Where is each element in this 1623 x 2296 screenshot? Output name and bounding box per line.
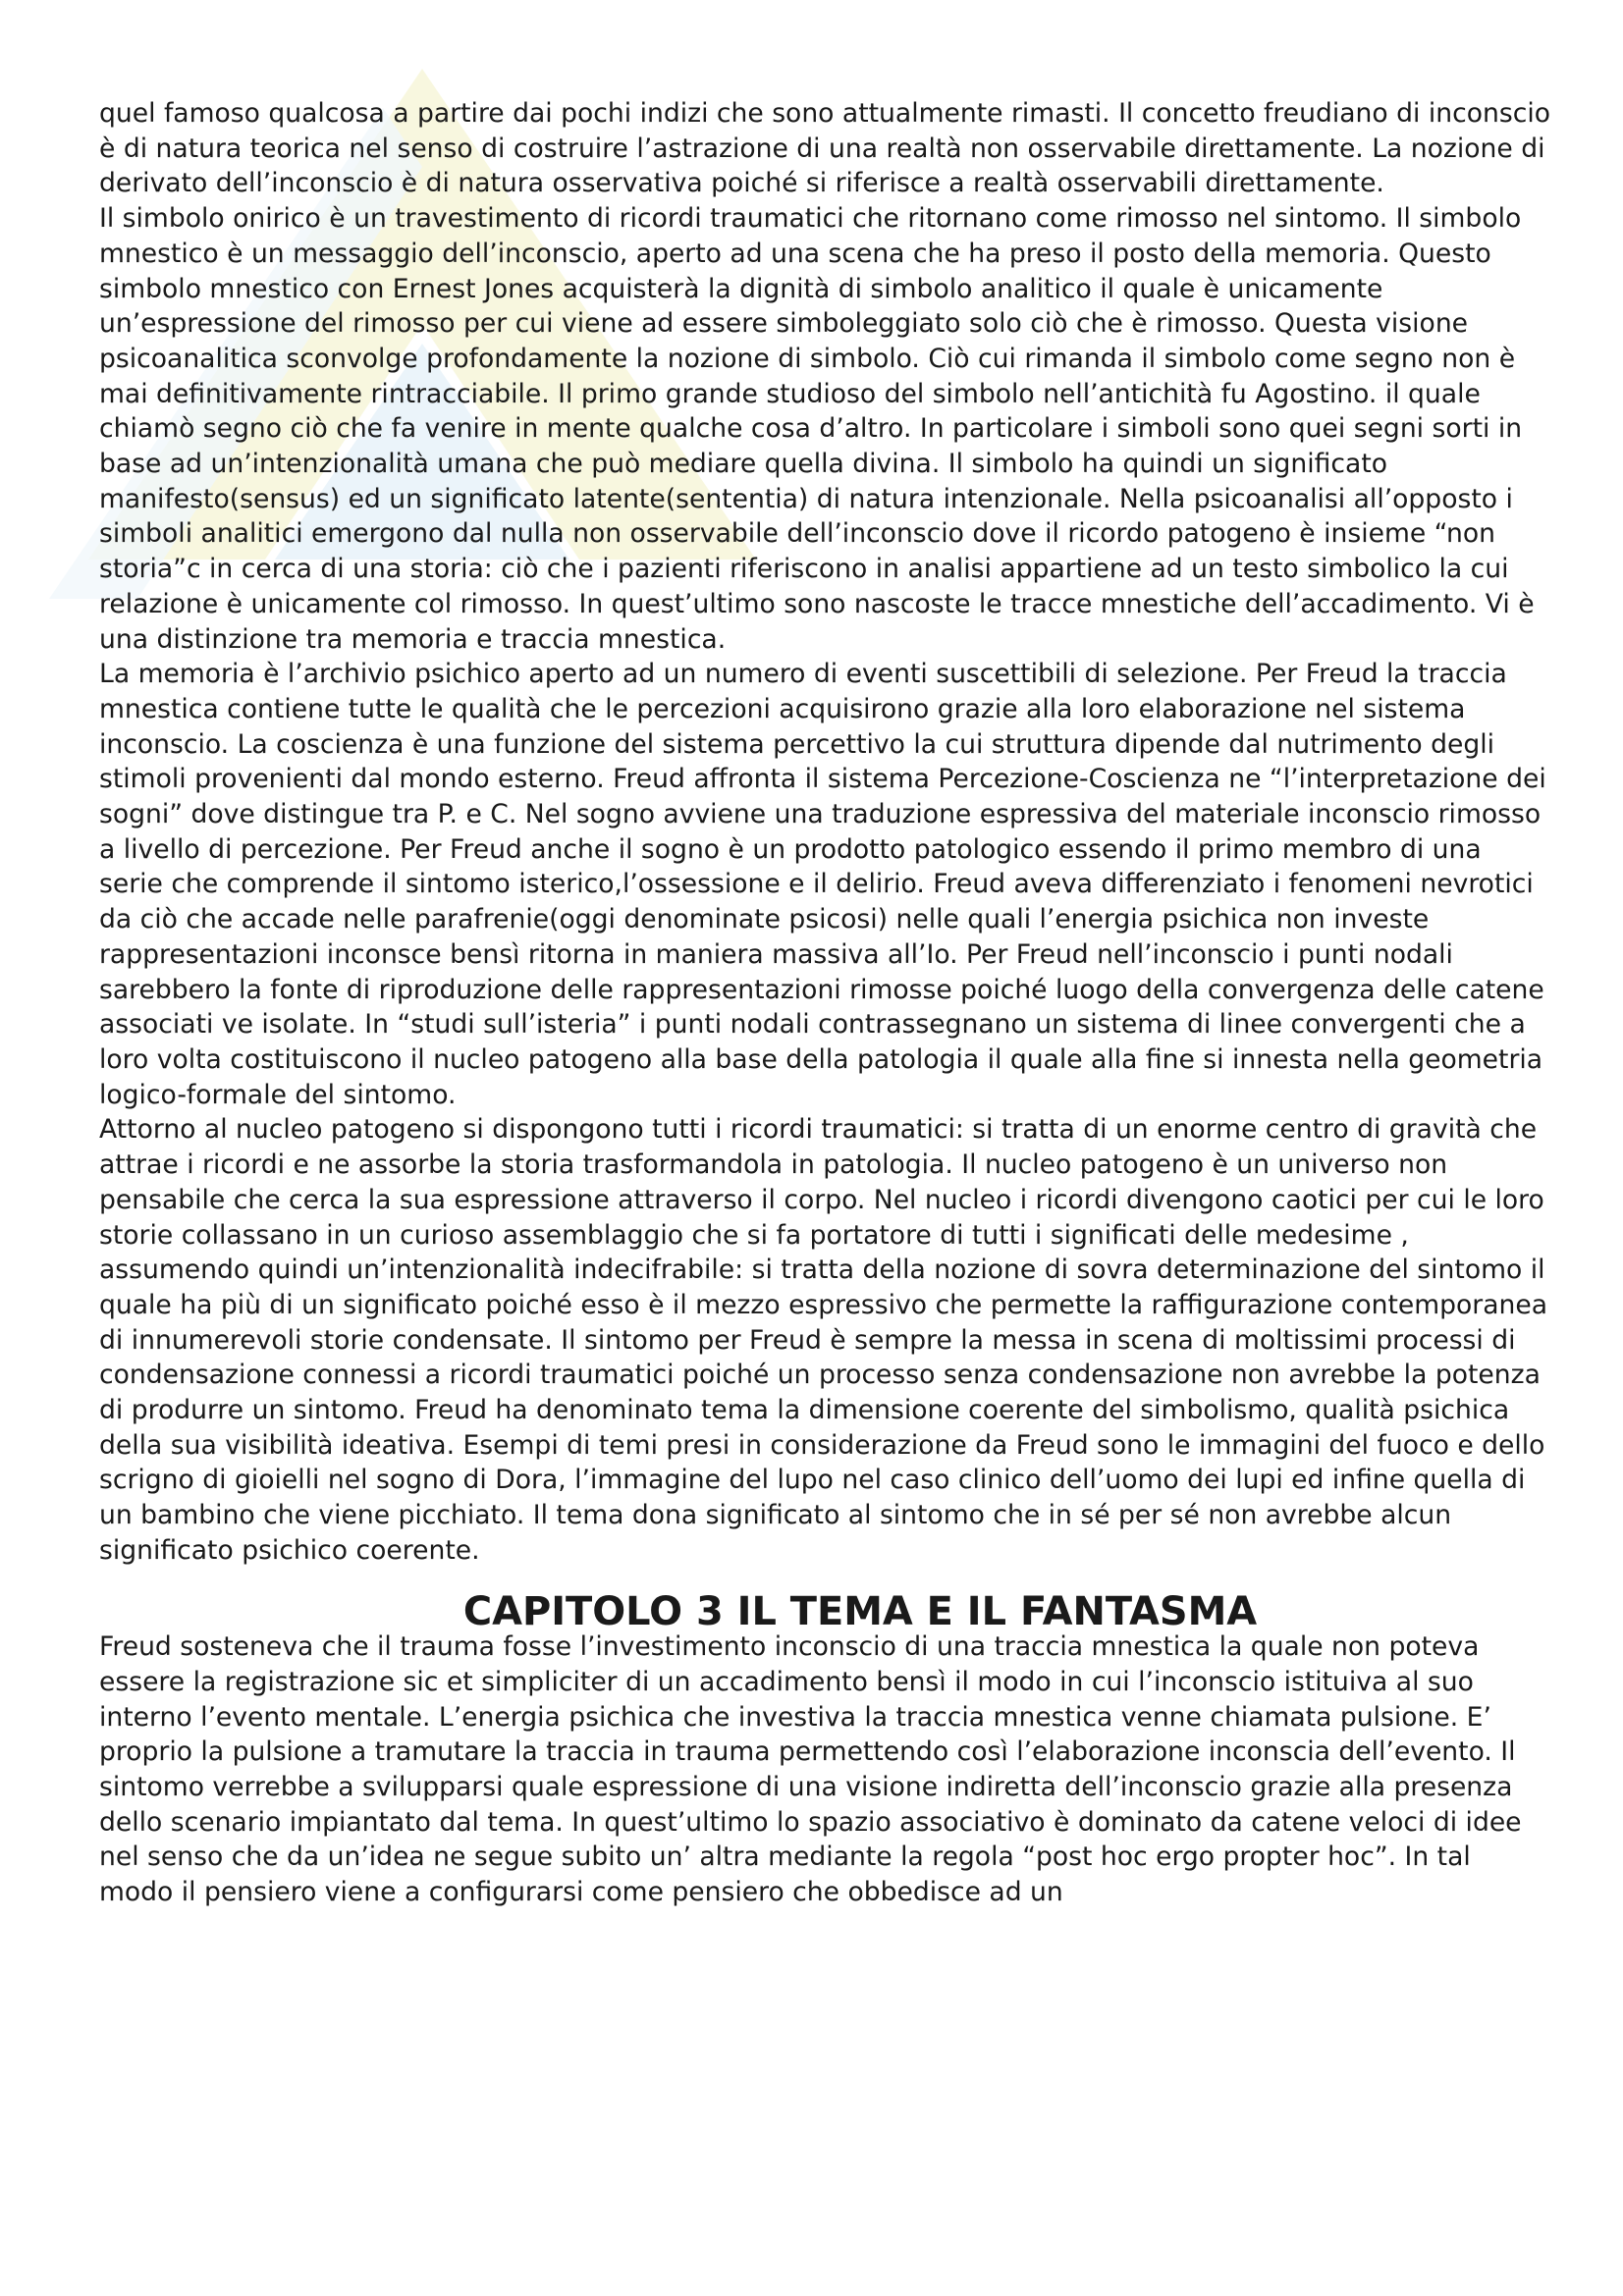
paragraph-1: quel famoso qualcosa a partire dai pochi indizi che sono attualmente rimasti. Il concetto freudiano di inconscio è di natura teorica nel senso di costruire l’astrazione di una realtà non osservabile direttamente. La nozione di derivato dell’inconscio è di natura osservativa poiché si riferisce a realtà osservabili direttamente. [99,98,1550,199]
paragraph-4: Attorno al nucleo patogeno si dispongono tutti i ricordi traumatici: si tratta di un enorme centro di gravità che attrae i ricordi e ne assorbe la storia trasformandola in patologia. Il nucleo patogeno è un universo non pensabile che cerca la sua espressione attraverso il corpo. Nel nucleo i ricordi divengono caotici per cui le loro storie collassano in un curioso assemblaggio che si fa portatore di tutti i significati delle medesime , assumendo quindi un’intenzionalità indecifrabile: si tratta della nozione di sovra determinazione del sintomo il quale ha più di un significato poiché esso è il mezzo espressivo che permette la raffigurazione contemporanea di innumerevoli storie condensate. Il sintomo per Freud è sempre la messa in scena di moltissimi processi di condensazione connessi a ricordi traumatici poiché un processo senza condensazione non avrebbe la potenza di produrre un sintomo. Freud ha denominato tema la dimensione coerente del simbolismo, qualità psichica della sua visibilità ideativa. Esempi di temi presi in considerazione da Freud sono le immagini del fuoco e dello scrigno di gioielli nel sogno di Dora, l’immagine del lupo nel caso clinico dell’uomo dei lupi ed infine quella di un bambino che viene picchiato. Il tema dona significato al sintomo che in sé per sé non avrebbe alcun significato psichico coerente. [99,1114,1548,1566]
paragraph-5: Freud sosteneva che il trauma fosse l’investimento inconscio di una traccia mnestica la quale non poteva essere la registrazione sic et simpliciter di un accadimento bensì il modo in cui l’inconscio istituiva al suo interno l’evento mentale. L’energia psichica che investiva la traccia mnestica venne chiamata pulsione. E’ proprio la pulsione a tramutare la traccia in trauma permettendo così l’elaborazione inconscia dell’evento. Il sintomo verrebbe a svilupparsi quale espressione di una visione indiretta dell’inconscio grazie alla presenza dello scenario impiantato dal tema. In quest’ultimo lo spazio associativo è dominato da catene veloci di idee nel senso che da un’idea ne segue subito un’ altra mediante la regola “post hoc ergo propter hoc”. In tal modo il pensiero viene a configurarsi come pensiero che obbedisce ad un [99,1631,1522,1908]
chapter-title: CAPITOLO 3 IL TEMA E IL FANTASMA [462,1588,1258,1634]
paragraph-3: La memoria è l’archivio psichico aperto ad un numero di eventi suscettibili di selezione. Per Freud la traccia mnestica contiene tutte le qualità che le percezioni acquisirono grazie alla loro elaborazione nel sistema inconscio. La coscienza è una funzione del sistema percettivo la cui struttura dipende dal nutrimento degli stimoli provenienti dal mondo esterno. Freud affronta il sistema Percezione-Coscienza ne “l’interpretazione dei sogni” dove distingue tra P. e C. Nel sogno avviene una traduzione espressiva del materiale inconscio rimosso a livello di percezione. Per Freud anche il sogno è un prodotto patologico essendo il primo membro di una serie che comprende il sintomo isterico,l’ossessione e il delirio. Freud aveva differenziato i fenomeni nevrotici da ciò che accade nelle parafrenie(oggi denominate psicosi) nelle quali l’energia psichica non investe rappresentazioni inconsce bensì ritorna in maniera massiva all’Io. Per Freud nell’inconscio i punti nodali sarebbero la fonte di riproduzione delle rappresentazioni rimosse poiché luogo della convergenza delle catene associati ve isolate. In “studi sull’isteria” i punti nodali contrassegnano un sistema di linee convergenti che a loro volta costituiscono il nucleo patogeno alla base della patologia il quale alla fine si innesta nella geometria logico-formale del sintomo. [99,659,1546,1110]
paragraph-2: Il simbolo onirico è un travestimento di ricordi traumatici che ritornano come rimosso nel sintomo. Il simbolo mnestico è un messaggio dell’inconscio, aperto ad una scena che ha preso il posto della memoria. Questo simbolo mnestico con Ernest Jones acquisterà la dignità di simbolo analitico il quale è unicamente un’espressione del rimosso per cui viene ad essere simboleggiato solo ciò che è rimosso. Questa visione psicoanalitica sconvolge profondamente la nozione di simbolo. Ciò cui rimanda il simbolo come segno non è mai definitivamente rintracciabile. Il primo grande studioso del simbolo nell’antichità fu Agostino. il quale chiamò segno ciò che fa venire in mente qualche cosa d’altro. In particolare i simboli sono quei segni sorti in base ad un’intenzionalità umana che può mediare quella divina. Il simbolo ha quindi un significato manifesto(sensus) ed un significato latente(sententia) di natura intenzionale. Nella psicoanalisi all’opposto i simboli analitici emergono dal nulla non osservabile dell’inconscio dove il ricordo patogeno è insieme “non storia”c in cerca di una storia: ciò che i pazienti riferiscono in analisi appartiene ad un testo simbolico la cui relazione è unicamente col rimosso. In quest’ultimo sono nascoste le tracce mnestiche dell’accadimento. Vi è una distinzione tra memoria e traccia mnestica. [99,203,1535,655]
document-body [99,96,1552,1910]
